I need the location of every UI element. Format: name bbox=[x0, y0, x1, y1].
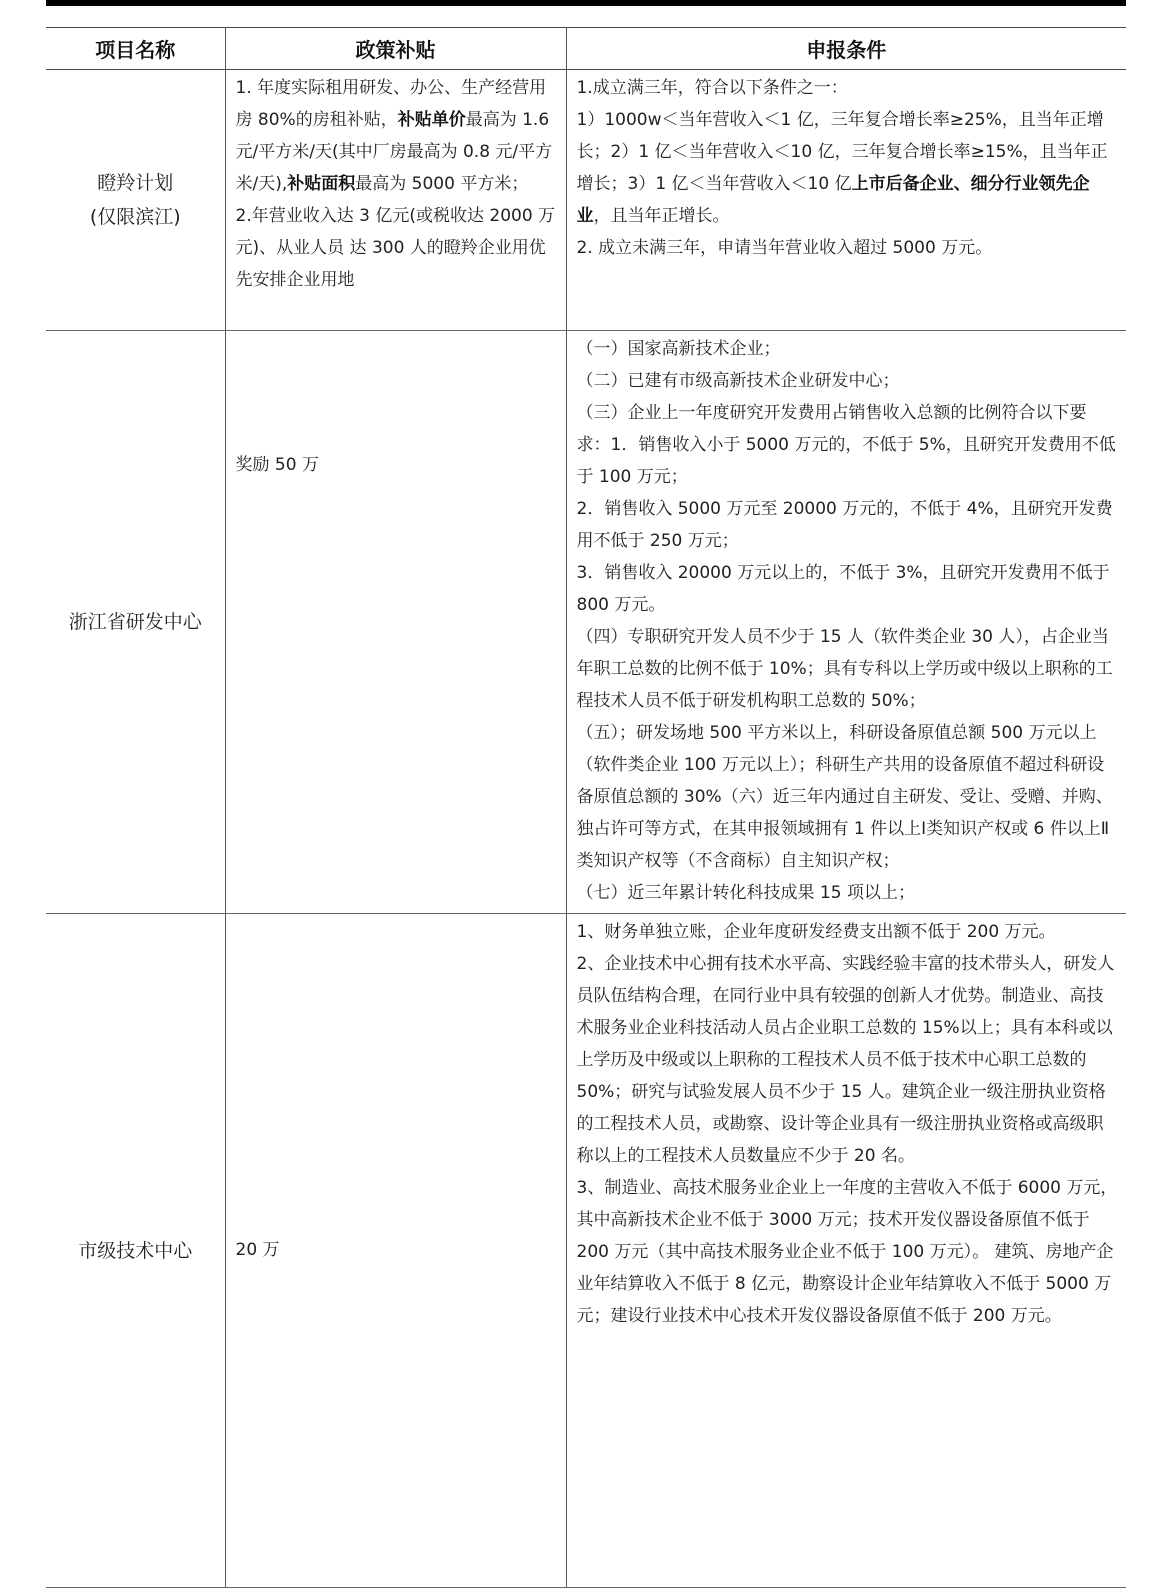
policy-table bbox=[46, 27, 1126, 1588]
subsidy-text: 奖励 50 万 bbox=[235, 455, 319, 475]
condition-line: 1、财务单独立账，企业年度研发经费支出额不低于 200 万元。 bbox=[576, 922, 1056, 942]
condition-line: 2、企业技术中心拥有技术水平高、实践经验丰富的技术带头人，研发人员队伍结构合理，在同行业中具有较强的创新人才优势。制造业、高技术服务业企业科技活动人员占企业职工总数的 15%以上；具有本科或以上学历及中级或以上职称的工程技术人员不低于技术中心职工总数的 50%；研究与试验发展人员不少于 15 人。建筑企业一级注册执业资格的工程技术人员，或勘察、设计等企业具有一级注册执业资格或高级职称以上的工程技术人员数量应不少于 20 名。 bbox=[576, 954, 1115, 1166]
header-conditions: 申报条件 bbox=[566, 28, 1126, 70]
header-project-name: 项目名称 bbox=[46, 28, 225, 70]
project-name-cell bbox=[46, 70, 225, 331]
top-rule bbox=[46, 0, 1126, 6]
condition-line: （五）；研发场地 500 平方米以上，科研设备原值总额 500 万元以上（软件类企业 100 万元以上）；科研生产共用的设备原值不超过科研设备原值总额的 30%（六）近三年内通过自主研发、受让、受赠、并购、独占许可等方式，在其申报领域拥有 1 件以上Ⅰ类知识产权或 6 件以上Ⅱ类知识产权等（不含商标）自主知识产权； bbox=[576, 723, 1113, 871]
condition-line bbox=[577, 104, 1119, 232]
condition-text: 1）1000w＜当年营收入＜1 亿，三年复合增长率≥25%，且当年正增长；2）1 亿＜当年营收入＜10 亿，三年复合增长率≥15%，且当年正增长；3）1 亿＜当年营收入＜10 亿 bbox=[576, 110, 1108, 194]
table-row bbox=[46, 914, 1126, 1588]
conditions-cell bbox=[566, 331, 1126, 914]
conditions-cell bbox=[566, 70, 1126, 331]
condition-line: （一）国家高新技术企业； bbox=[576, 339, 781, 359]
condition-line: （四）专职研究开发人员不少于 15 人（软件类企业 30 人），占企业当年职工总数的比例不低于 10%；具有专科以上学历或中级以上职称的工程技术人员不低于研发机构职工总数的 50%； bbox=[576, 627, 1113, 711]
subsidy-text: 最高为 5000 平方米； bbox=[355, 174, 529, 194]
project-name: 瞪羚计划 bbox=[97, 172, 174, 194]
subsidy-cell bbox=[225, 331, 566, 914]
subsidy-text: 1. 年度实际租用研发、办公、生产经营用房 80%的房租补贴， bbox=[235, 78, 547, 130]
condition-line: 1.成立满三年，符合以下条件之一： bbox=[576, 78, 848, 98]
table-row bbox=[46, 70, 1126, 331]
project-name-note: (仅限滨江) bbox=[89, 206, 181, 228]
subsidy-text: 最高为 1.6 元/平方米/天(其中厂房最高为 0.8 元/平方米/天), bbox=[235, 110, 553, 194]
condition-line: 2．销售收入 5000 万元至 20000 万元的，不低于 4%，且研究开发费用不低于 250 万元； bbox=[576, 499, 1113, 551]
header-policy-subsidy: 政策补贴 bbox=[225, 28, 566, 70]
condition-line: 3．销售收入 20000 万元以上的，不低于 3%，且研究开发费用不低于 800 万元。 bbox=[576, 563, 1110, 615]
project-name: 浙江省研发中心 bbox=[46, 331, 225, 914]
condition-line: （三）企业上一年度研究开发费用占销售收入总额的比例符合以下要求：1．销售收入小于 5000 万元的，不低于 5%，且研究开发费用不低于 100 万元； bbox=[576, 403, 1116, 487]
project-name: 市级技术中心 bbox=[46, 914, 225, 1588]
condition-line: （二）已建有市级高新技术企业研发中心； bbox=[576, 371, 900, 391]
conditions-cell bbox=[566, 914, 1126, 1588]
subsidy-bold-text: 补贴面积 bbox=[287, 174, 356, 194]
subsidy-bold-text: 补贴单价 bbox=[397, 110, 466, 130]
subsidy-text: 2.年营业收入达 3 亿元(或税收达 2000 万元)、从业人员 达 300 人的瞪羚企业用优先安排企业用地 bbox=[235, 206, 556, 290]
table-header-row bbox=[46, 28, 1126, 70]
condition-line: （七）近三年累计转化科技成果 15 项以上； bbox=[576, 883, 915, 903]
condition-line: 3、制造业、高技术服务业企业上一年度的主营收入不低于 6000 万元，其中高新技术企业不低于 3000 万元；技术开发仪器设备原值不低于 200 万元（其中高技术服务业企业不低于 100 万元）。 建筑、房地产企业年结算收入不低于 8 亿元，勘察设计企业年结算收入不低于 5000 万元；建设行业技术中心技术开发仪器设备原值不低于 200 万元。 bbox=[576, 1178, 1118, 1326]
subsidy-text: 20 万 bbox=[225, 914, 566, 1588]
condition-line: 2. 成立未满三年，申请当年营业收入超过 5000 万元。 bbox=[576, 238, 993, 258]
table-row bbox=[46, 331, 1126, 914]
subsidy-cell bbox=[225, 70, 566, 331]
condition-bold-text: 上市后备企业、细分行业领先企业 bbox=[576, 174, 1090, 226]
condition-text: ，且当年正增长。 bbox=[593, 206, 730, 226]
